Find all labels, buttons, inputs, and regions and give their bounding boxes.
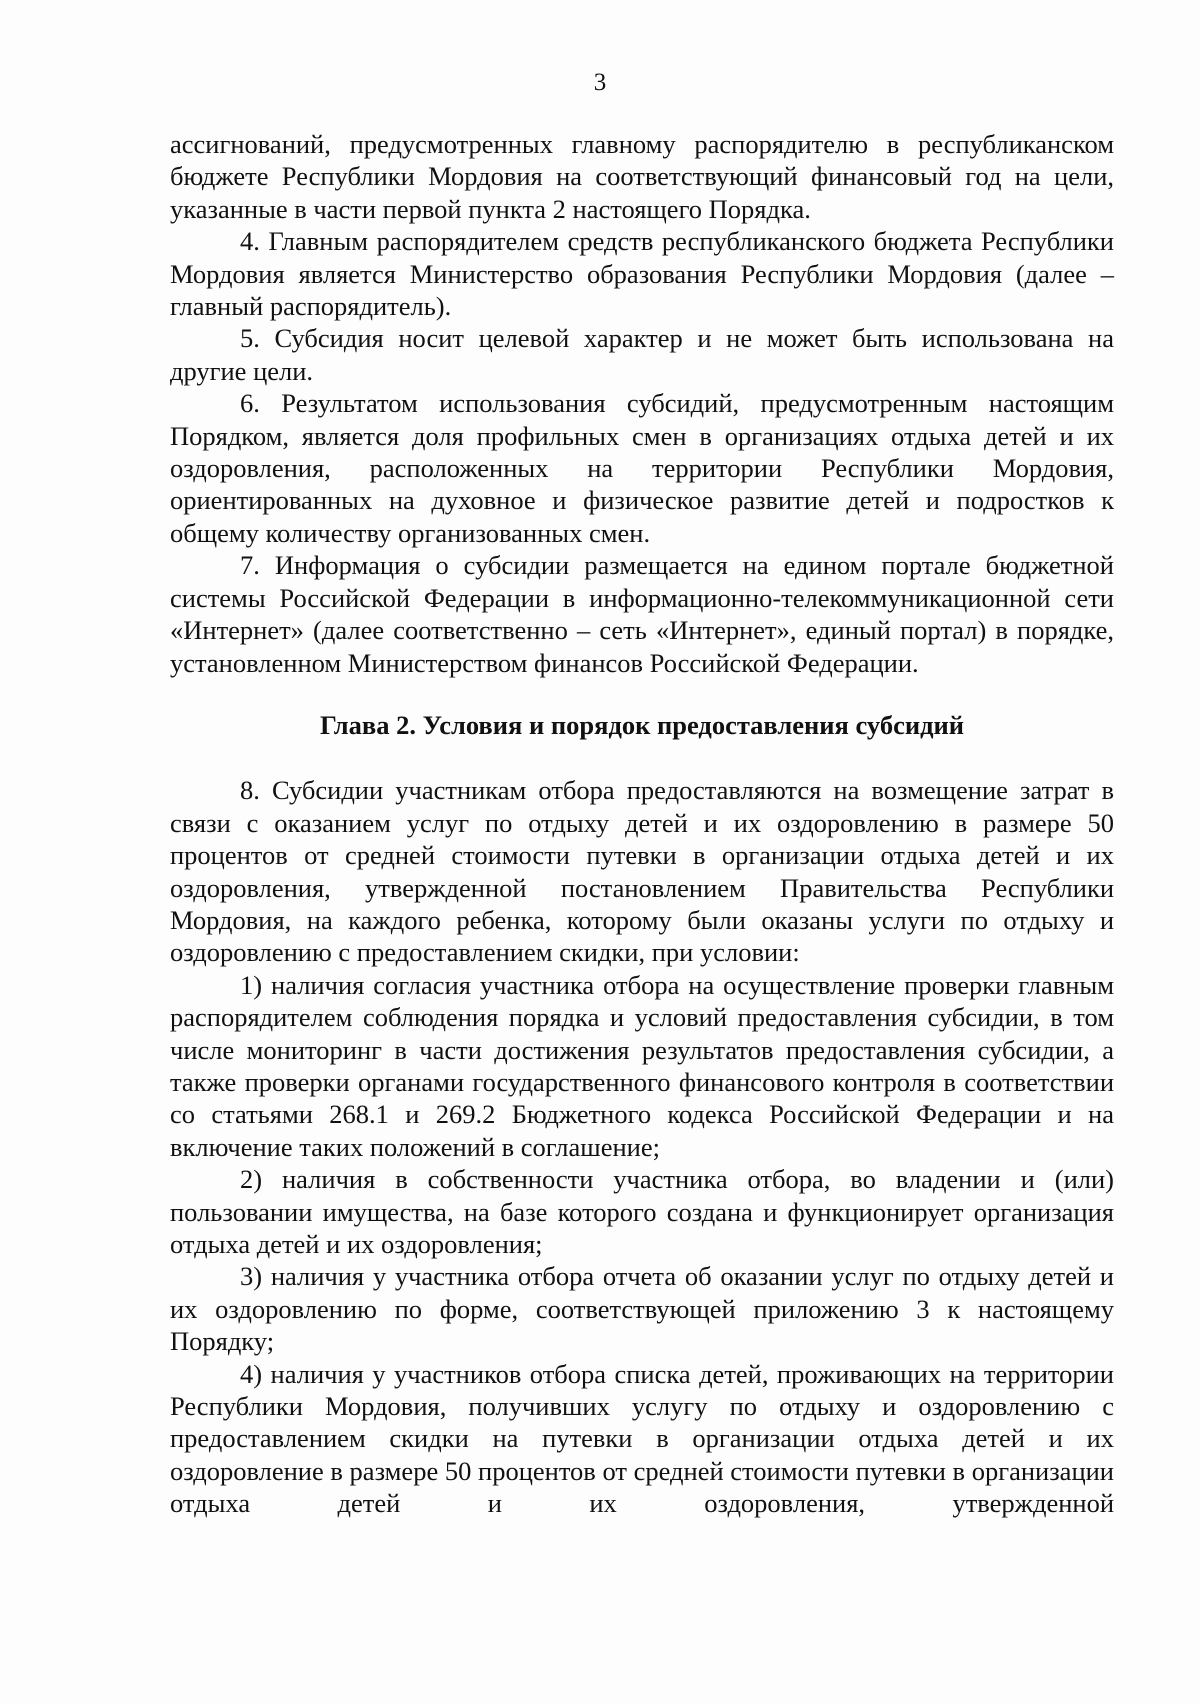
paragraph: 4) наличия у участников отбора списка детей, проживающих на территории Республики Мордовия, получивших услугу по отдыху и оздоровлению с предоставлением скидки на путевки в организации отдыха детей и их оздоровление в размере 50 процентов от средней стоимости путевки в организации отдыха детей и их оздоровления, утвержденной <box>170 1358 1114 1519</box>
paragraph: 2) наличия в собственности участника отбора, во владении и (или) пользовании имущества, на базе которого создана и функционирует организация отдыха детей и их оздоровления; <box>170 1164 1114 1259</box>
paragraph: ассигнований, предусмотренных главному распорядителю в республиканском бюджете Республики Мордовия на соответствующий финансовый год на цели, указанные в части первой пункта 2 настоящего Порядка. <box>170 129 1114 224</box>
page-number: 3 <box>593 69 607 96</box>
paragraph: 5. Субсидия носит целевой характер и не может быть использована на другие цели. <box>170 323 1114 386</box>
paragraph: 7. Информация о субсидии размещается на едином портале бюджетной системы Российской Федерации в информационно-телекоммуникационной сети «Интернет» (далее соответственно – сеть «Интернет», единый портал) в порядке, установленном Министерством финансов Российской Федерации. <box>170 550 1114 678</box>
paragraph: 3) наличия у участника отбора отчета об оказании услуг по отдыху детей и их оздоровлению по форме, соответствующей приложению 3 к настоящему Порядку; <box>170 1261 1114 1357</box>
paragraph: 6. Результатом использования субсидий, предусмотренным настоящим Порядком, является доля профильных смен в организациях отдыха детей и их оздоровления, расположенных на территории Республики Мордовия, ориентированных на духовное и физическое развитие детей и подростков к общему количеству организованных смен. <box>170 388 1114 548</box>
paragraph: 1) наличия согласия участника отбора на осуществление проверки главным распорядителем соблюдения порядка и условий предоставления субсидии, в том числе мониторинг в части достижения результатов предоставления субсидии, а также проверки органами государственного финансового контроля в соответствии со статьями 268.1 и 269.2 Бюджетного кодекса Российской Федерации и на включение таких положений в соглашение; <box>170 969 1114 1162</box>
paragraph: 8. Субсидии участникам отбора предоставляются на возмещение затрат в связи с оказанием услуг по отдыху детей и их оздоровлению в размере 50 процентов от средней стоимости путевки в организации отдыха детей и их оздоровления, утвержденной постановлением Правительства Республики Мордовия, на каждого ребенка, которому были оказаны услуги по отдыху и оздоровлению с предоставлением скидки, при условии: <box>170 775 1114 968</box>
chapter-heading: Глава 2. Условия и порядок предоставления субсидий <box>319 709 965 740</box>
paragraph: 4. Главным распорядителем средств республиканского бюджета Республики Мордовия является Министерство образования Республики Мордовия (далее – главный распорядитель). <box>170 226 1114 322</box>
document-body <box>170 128 1114 1520</box>
